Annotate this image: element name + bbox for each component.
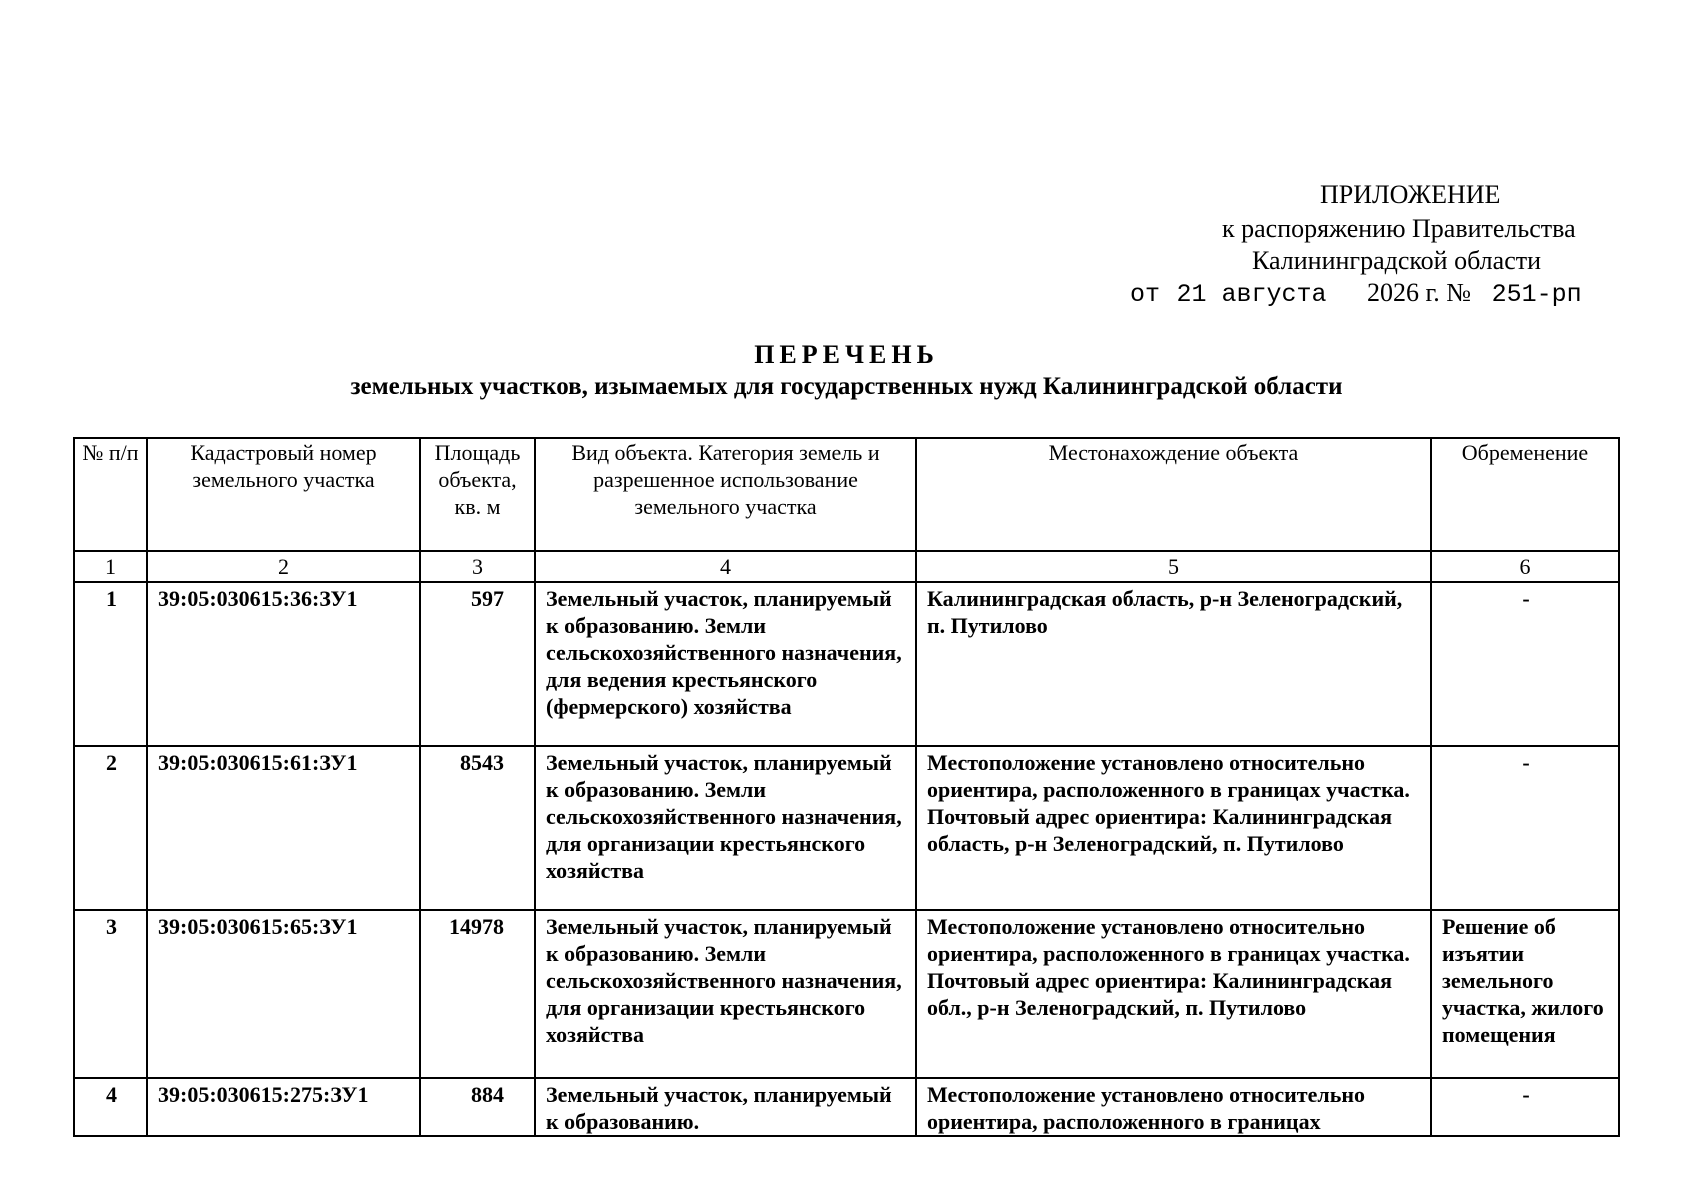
row-area: 14978 (420, 910, 535, 1078)
appendix-date-line (1130, 276, 1582, 312)
appendix-line-decree: к распоряжению Правительства (1222, 214, 1576, 243)
table-row (74, 746, 1619, 910)
row-encumbrance: - (1431, 582, 1619, 746)
column-number: 3 (420, 551, 535, 582)
column-number: 5 (916, 551, 1431, 582)
table-row (74, 910, 1619, 1078)
header-area: Площадь объекта, кв. м (420, 438, 535, 551)
row-area: 597 (420, 582, 535, 746)
column-number: 6 (1431, 551, 1619, 582)
appendix-line-region: Калининградской области (1252, 246, 1542, 275)
table-row (74, 582, 1619, 746)
appendix-title: ПРИЛОЖЕНИЕ (1320, 180, 1501, 209)
column-numbers-row (74, 551, 1619, 582)
header-type: Вид объекта. Категория земель и разрешенное использование земельного участка (535, 438, 916, 551)
row-type: Земельный участок, планируемый к образованию. Земли сельскохозяйственного назначения, для организации крестьянского хозяйства (535, 746, 916, 910)
row-num: 3 (74, 910, 147, 1078)
document-subtitle: земельных участков, изымаемых для государственных нужд Калининградской области (350, 373, 1343, 400)
row-cadastral: 39:05:030615:36:ЗУ1 (147, 582, 420, 746)
row-location: Местоположение установлено относительно ориентира, расположенного в границах участка. Почтовый адрес ориентира: Калининградская обл., р-н Зеленоградский, п. Путилово (916, 910, 1431, 1078)
row-encumbrance: - (1431, 746, 1619, 910)
header-cadastral: Кадастровый номер земельного участка (147, 438, 420, 551)
appendix-date: 21 августа (1176, 280, 1327, 309)
header-encumbrance: Обременение (1431, 438, 1619, 551)
column-number: 2 (147, 551, 420, 582)
table-header-row (74, 438, 1619, 551)
row-type: Земельный участок, планируемый к образованию. Земли сельскохозяйственного назначения, для организации крестьянского хозяйства (535, 910, 916, 1078)
column-number: 4 (535, 551, 916, 582)
document-title: ПЕРЕЧЕНЬ (754, 340, 939, 369)
row-num: 4 (74, 1078, 147, 1136)
row-type: Земельный участок, планируемый к образованию. Земли сельскохозяйственного назначения, для ведения крестьянского (фермерского) хозяйства (535, 582, 916, 746)
row-cadastral: 39:05:030615:275:ЗУ1 (147, 1078, 420, 1136)
row-location: Местоположение установлено относительно ориентира, расположенного в границах участка. Почтовый адрес ориентира: Калининградская область, р-н Зеленоградский, п. Путилово (916, 746, 1431, 910)
land-plots-table (73, 437, 1620, 1137)
appendix-date-prefix: от (1130, 280, 1161, 309)
header-num: № п/п (74, 438, 147, 551)
row-encumbrance: Решение об изъятии земельного участка, жилого помещения (1431, 910, 1619, 1078)
row-cadastral: 39:05:030615:61:ЗУ1 (147, 746, 420, 910)
table-row (74, 1078, 1619, 1136)
row-area: 884 (420, 1078, 535, 1136)
row-num: 1 (74, 582, 147, 746)
row-num: 2 (74, 746, 147, 910)
row-area: 8543 (420, 746, 535, 910)
row-location: Местоположение установлено относительно ориентира, расположенного в границах (916, 1078, 1431, 1136)
appendix-number: 251-рп (1491, 280, 1582, 309)
row-cadastral: 39:05:030615:65:ЗУ1 (147, 910, 420, 1078)
header-location: Местонахождение объекта (916, 438, 1431, 551)
row-encumbrance: - (1431, 1078, 1619, 1136)
row-location: Калининградская область, р-н Зеленоградский, п. Путилово (916, 582, 1431, 746)
row-type: Земельный участок, планируемый к образованию. (535, 1078, 916, 1136)
column-number: 1 (74, 551, 147, 582)
appendix-year: 2026 г. № (1367, 278, 1472, 307)
